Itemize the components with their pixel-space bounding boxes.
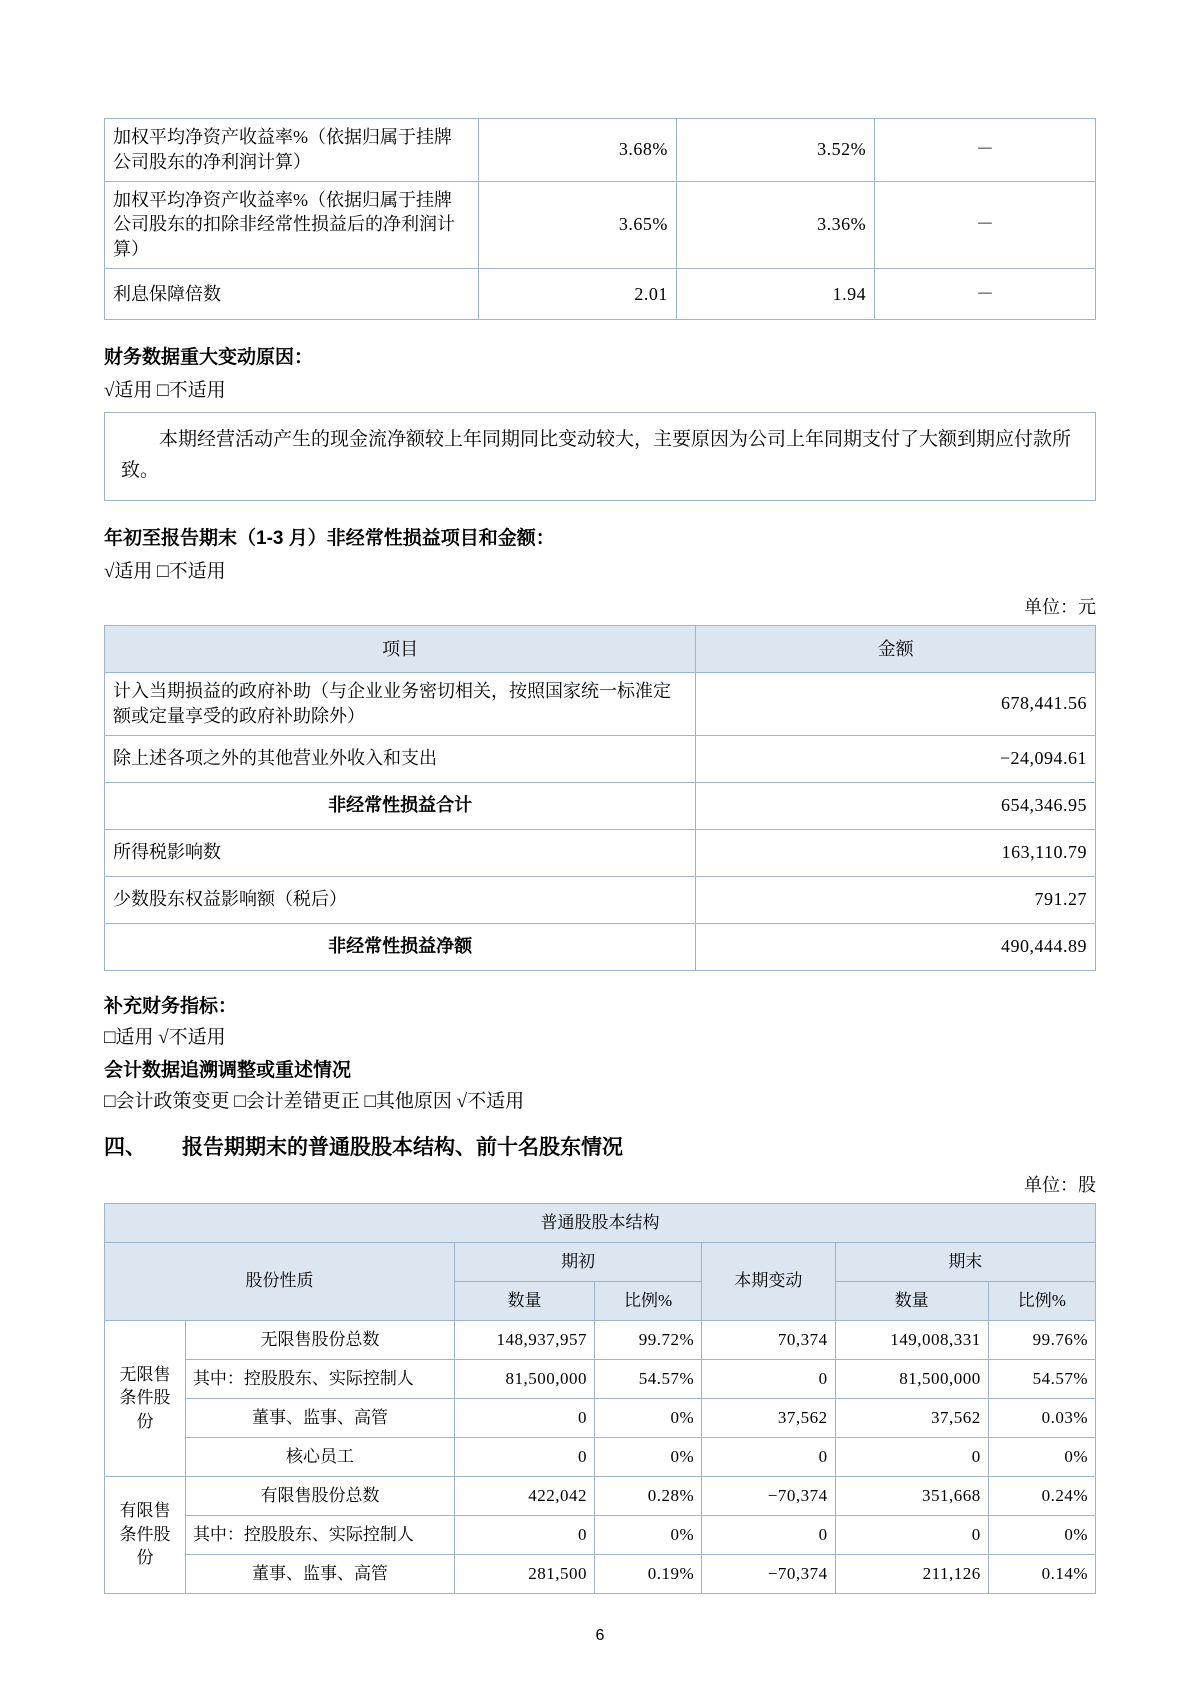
table-row <box>105 876 1096 923</box>
table-row <box>105 1320 1096 1359</box>
column-header-end-qty: 数量 <box>835 1281 988 1320</box>
nonrecurring-amount: 654,346.95 <box>696 782 1096 829</box>
retrospective-options: □会计政策变更 □会计差错更正 □其他原因 √不适用 <box>104 1090 525 1112</box>
share-begin-qty: 148,937,957 <box>455 1320 595 1359</box>
metric-value-change: － <box>875 119 1096 182</box>
nonrecurring-item: 少数股东权益影响额（税后） <box>105 876 696 923</box>
table-row <box>105 1476 1096 1515</box>
table-row <box>105 829 1096 876</box>
share-begin-qty: 0 <box>455 1398 595 1437</box>
table-caption-row <box>105 1203 1096 1242</box>
share-end-pct: 0.03% <box>988 1398 1095 1437</box>
share-end-qty: 211,126 <box>835 1554 988 1593</box>
table-row <box>105 735 1096 782</box>
column-header-end: 期末 <box>835 1242 1095 1281</box>
share-row-name: 董事、监事、高管 <box>185 1398 454 1437</box>
share-end-qty: 351,668 <box>835 1476 988 1515</box>
table-row <box>105 119 1096 182</box>
share-end-qty: 149,008,331 <box>835 1320 988 1359</box>
share-begin-qty: 0 <box>455 1515 595 1554</box>
nonrecurring-item: 非经常性损益净额 <box>105 923 696 970</box>
share-begin-pct: 0% <box>595 1515 702 1554</box>
metric-label: 加权平均净资产收益率%（依据归属于挂牌公司股东的扣除非经常性损益后的净利润计算） <box>105 181 479 268</box>
nonrecurring-unit: 单位：元 <box>1024 596 1096 617</box>
nonrecurring-item: 计入当期损益的政府补助（与企业业务密切相关，按照国家统一标准定额或定量享受的政府补助除外） <box>105 672 696 735</box>
column-header-begin: 期初 <box>455 1242 702 1281</box>
table-row <box>105 923 1096 970</box>
share-begin-pct: 0% <box>595 1398 702 1437</box>
share-end-pct: 0.24% <box>988 1476 1095 1515</box>
share-end-qty: 0 <box>835 1515 988 1554</box>
share-change: 0 <box>702 1437 835 1476</box>
share-structure-unit: 单位：股 <box>1024 1174 1096 1195</box>
financial-change-applicable: √适用 □不适用 <box>104 380 226 402</box>
nonrecurring-table <box>104 625 1096 971</box>
share-end-pct: 0% <box>988 1437 1095 1476</box>
share-end-qty: 0 <box>835 1437 988 1476</box>
table-row <box>105 1398 1096 1437</box>
share-end-pct: 0.14% <box>988 1554 1095 1593</box>
table-row <box>105 672 1096 735</box>
share-begin-pct: 0.28% <box>595 1476 702 1515</box>
table-row <box>105 1554 1096 1593</box>
nonrecurring-title: 年初至报告期末（1-3 月）非经常性损益项目和金额： <box>104 527 555 549</box>
table-row <box>105 269 1096 320</box>
share-row-name: 有限售股份总数 <box>185 1476 454 1515</box>
share-begin-qty: 281,500 <box>455 1554 595 1593</box>
metric-label: 加权平均净资产收益率%（依据归属于挂牌公司股东的净利润计算） <box>105 119 479 182</box>
share-row-name: 核心员工 <box>185 1437 454 1476</box>
supplementary-title: 补充财务指标： <box>104 995 238 1017</box>
financial-change-title: 财务数据重大变动原因： <box>104 347 314 369</box>
share-begin-qty: 422,042 <box>455 1476 595 1515</box>
metric-value-current: 3.65% <box>478 181 676 268</box>
table-row <box>105 1515 1096 1554</box>
share-end-qty: 81,500,000 <box>835 1359 988 1398</box>
nonrecurring-amount: −24,094.61 <box>696 735 1096 782</box>
supplementary-applicable: □适用 √不适用 <box>104 1026 226 1048</box>
share-begin-pct: 0.19% <box>595 1554 702 1593</box>
column-header-end-pct: 比例% <box>988 1281 1095 1320</box>
metric-value-change: － <box>875 181 1096 268</box>
page-number: 6 <box>595 1627 605 1644</box>
share-change: 70,374 <box>702 1320 835 1359</box>
share-structure-caption: 普通股股本结构 <box>105 1203 1096 1242</box>
table-row <box>105 1359 1096 1398</box>
share-begin-pct: 99.72% <box>595 1320 702 1359</box>
share-begin-pct: 54.57% <box>595 1359 702 1398</box>
column-header-begin-qty: 数量 <box>455 1281 595 1320</box>
column-header-change: 本期变动 <box>702 1242 835 1320</box>
nonrecurring-amount: 791.27 <box>696 876 1096 923</box>
table-header-row <box>105 625 1096 672</box>
section-4-title: 报告期期末的普通股股本结构、前十名股东情况 <box>182 1135 623 1159</box>
share-change: −70,374 <box>702 1554 835 1593</box>
share-row-name: 无限售股份总数 <box>185 1320 454 1359</box>
share-row-name: 其中：控股股东、实际控制人 <box>185 1359 454 1398</box>
metric-value-current: 2.01 <box>478 269 676 320</box>
share-begin-qty: 0 <box>455 1437 595 1476</box>
nonrecurring-amount: 490,444.89 <box>696 923 1096 970</box>
share-category-unrestricted: 无限售条件股份 <box>105 1320 186 1476</box>
nonrecurring-item: 非经常性损益合计 <box>105 782 696 829</box>
share-change: 0 <box>702 1359 835 1398</box>
metric-label: 利息保障倍数 <box>105 269 479 320</box>
metric-value-current: 3.68% <box>478 119 676 182</box>
share-change: 0 <box>702 1515 835 1554</box>
metric-value-prior: 1.94 <box>676 269 874 320</box>
table-row <box>105 1437 1096 1476</box>
nonrecurring-item: 除上述各项之外的其他营业外收入和支出 <box>105 735 696 782</box>
column-header-begin-pct: 比例% <box>595 1281 702 1320</box>
share-change: 37,562 <box>702 1398 835 1437</box>
financial-metrics-table <box>104 118 1096 320</box>
share-begin-pct: 0% <box>595 1437 702 1476</box>
nonrecurring-item: 所得税影响数 <box>105 829 696 876</box>
metric-value-prior: 3.52% <box>676 119 874 182</box>
nonrecurring-applicable: √适用 □不适用 <box>104 560 226 582</box>
financial-change-note-box <box>104 412 1096 501</box>
column-header-amount: 金额 <box>696 625 1096 672</box>
nonrecurring-amount: 163,110.79 <box>696 829 1096 876</box>
column-header-item: 项目 <box>105 625 696 672</box>
share-end-pct: 0% <box>988 1515 1095 1554</box>
share-end-pct: 54.57% <box>988 1359 1095 1398</box>
table-header-row <box>105 1242 1096 1281</box>
table-row <box>105 782 1096 829</box>
share-change: −70,374 <box>702 1476 835 1515</box>
section-4-index: 四、 <box>104 1135 146 1159</box>
nonrecurring-amount: 678,441.56 <box>696 672 1096 735</box>
share-end-qty: 37,562 <box>835 1398 988 1437</box>
share-category-restricted: 有限售条件股份 <box>105 1476 186 1593</box>
share-row-name: 董事、监事、高管 <box>185 1554 454 1593</box>
financial-change-note-text: 本期经营活动产生的现金流净额较上年同期同比变动较大，主要原因为公司上年同期支付了大额到期应付款所致。 <box>121 429 1072 481</box>
metric-value-change: － <box>875 269 1096 320</box>
retrospective-title: 会计数据追溯调整或重述情况 <box>104 1059 352 1081</box>
column-header-nature: 股份性质 <box>105 1242 455 1320</box>
metric-value-prior: 3.36% <box>676 181 874 268</box>
share-begin-qty: 81,500,000 <box>455 1359 595 1398</box>
share-end-pct: 99.76% <box>988 1320 1095 1359</box>
share-row-name: 其中：控股股东、实际控制人 <box>185 1515 454 1554</box>
section-4-heading <box>104 1131 1096 1161</box>
share-structure-table <box>104 1203 1096 1594</box>
table-row <box>105 181 1096 268</box>
